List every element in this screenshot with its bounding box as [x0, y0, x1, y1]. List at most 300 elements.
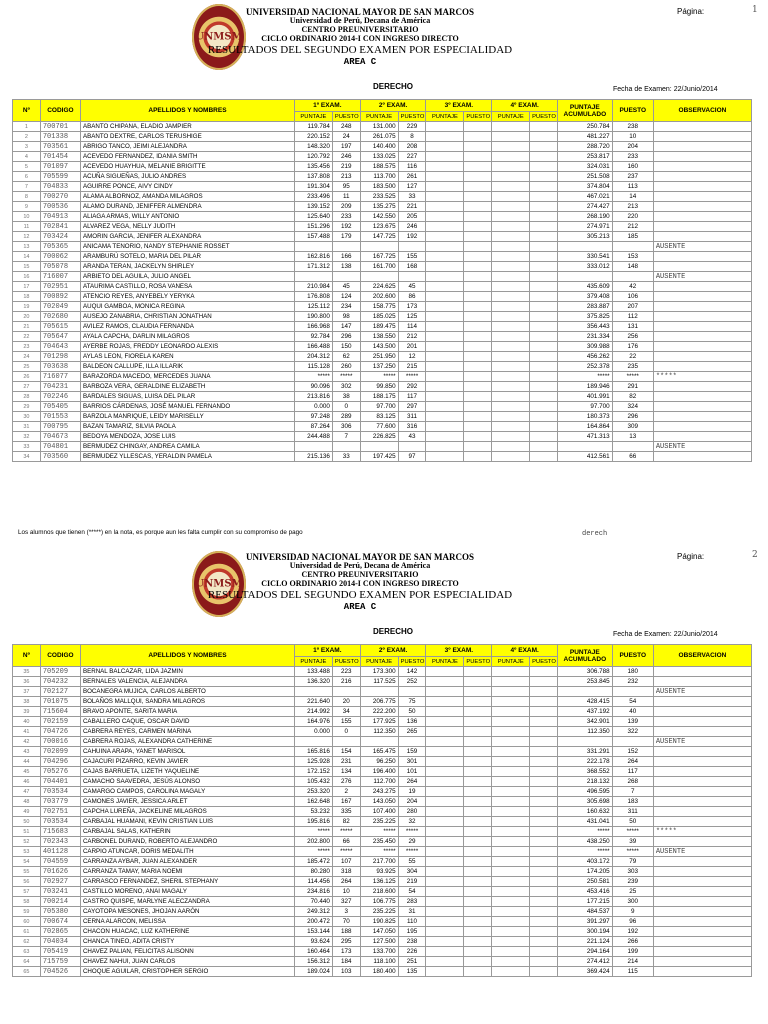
- accumulated-score: 274.412: [558, 957, 613, 967]
- exam4-rank: [530, 352, 558, 362]
- exam4-score: [492, 687, 530, 697]
- exam2-rank: 32: [398, 817, 426, 827]
- exam4-rank: [530, 242, 558, 252]
- exam1-rank: 318: [332, 867, 360, 877]
- university-subtitle: Universidad de Perú, Decana de América: [289, 561, 431, 571]
- observation: [653, 757, 751, 767]
- exam2-score: 251.950: [360, 352, 398, 362]
- exam2-score: 131.000: [360, 122, 398, 132]
- table-row: [13, 817, 752, 827]
- exam2-score: 99.850: [360, 382, 398, 392]
- col-exam3: 3º EXAM.: [426, 645, 492, 657]
- student-name: BEDOYA MENDOZA, JOSE LUIS: [80, 432, 294, 442]
- results-body: [13, 122, 752, 462]
- table-row: [13, 162, 752, 172]
- exam2-rank: 301: [398, 757, 426, 767]
- exam1-score: 87.264: [294, 422, 332, 432]
- student-name: BARZOLA MANRIQUE, LEIDY MARISELLY: [80, 412, 294, 422]
- accumulated-score: 294.164: [558, 947, 613, 957]
- exam3-rank: [464, 937, 492, 947]
- observation: [653, 927, 751, 937]
- exam2-rank: 155: [398, 252, 426, 262]
- exam4-rank: [530, 867, 558, 877]
- exam3-rank: [464, 242, 492, 252]
- exam1-rank: 66: [332, 837, 360, 847]
- exam1-rank: 335: [332, 807, 360, 817]
- student-name: CAMARGO CAMPOS, CAROLINA MAGALY: [80, 787, 294, 797]
- row-number: 19: [13, 302, 41, 312]
- exam1-rank: 124: [332, 292, 360, 302]
- exam3-rank: [464, 957, 492, 967]
- exam1-rank: 70: [332, 917, 360, 927]
- exam3-rank: [464, 262, 492, 272]
- student-code: 715683: [40, 827, 80, 837]
- student-code: 700701: [40, 122, 80, 132]
- exam3-rank: [464, 212, 492, 222]
- exam3-rank: [464, 172, 492, 182]
- exam4-rank: [530, 887, 558, 897]
- exam2-score: 143.500: [360, 342, 398, 352]
- overall-rank: 115: [612, 967, 653, 977]
- exam3-score: [426, 787, 464, 797]
- exam1-rank: 34: [332, 707, 360, 717]
- exam2-score: [360, 687, 398, 697]
- exam2-rank: 33: [398, 192, 426, 202]
- accumulated-score: 435.609: [558, 282, 613, 292]
- row-number: 60: [13, 917, 41, 927]
- accumulated-score: 174.205: [558, 867, 613, 877]
- accumulated-score: 484.537: [558, 907, 613, 917]
- col-observation: OBSERVACION: [653, 645, 751, 667]
- exam1-rank: 154: [332, 747, 360, 757]
- overall-rank: 176: [612, 342, 653, 352]
- exam4-score: [492, 747, 530, 757]
- exam3-score: [426, 817, 464, 827]
- area-label: AREA C: [343, 602, 377, 613]
- accumulated-score: [558, 272, 613, 282]
- exam4-rank: [530, 937, 558, 947]
- exam2-rank: 116: [398, 162, 426, 172]
- overall-rank: [612, 242, 653, 252]
- table-row: [13, 132, 752, 142]
- row-number: 20: [13, 312, 41, 322]
- exam1-score: 137.808: [294, 172, 332, 182]
- sub-rank: PUESTO: [398, 657, 426, 667]
- row-number: 30: [13, 412, 41, 422]
- exam4-rank: [530, 252, 558, 262]
- accumulated-score: 253.845: [558, 677, 613, 687]
- exam1-rank: 209: [332, 202, 360, 212]
- table-row: [13, 172, 752, 182]
- exam4-rank: [530, 687, 558, 697]
- row-number: 8: [13, 192, 41, 202]
- exam4-rank: [530, 182, 558, 192]
- accumulated-score: 180.373: [558, 412, 613, 422]
- row-number: 27: [13, 382, 41, 392]
- exam3-rank: [464, 352, 492, 362]
- exam2-score: 180.400: [360, 967, 398, 977]
- exam2-score: 117.525: [360, 677, 398, 687]
- exam4-score: [492, 132, 530, 142]
- exam1-score: 120.792: [294, 152, 332, 162]
- overall-rank: 199: [612, 947, 653, 957]
- row-number: 43: [13, 747, 41, 757]
- accumulated-score: 471.313: [558, 432, 613, 442]
- overall-rank: 192: [612, 927, 653, 937]
- student-name: CARBAJAL HUAMANI, KEVIN CRISTIAN LUIS: [80, 817, 294, 827]
- exam1-rank: 24: [332, 132, 360, 142]
- overall-rank: 256: [612, 332, 653, 342]
- exam2-score: 196.400: [360, 767, 398, 777]
- exam1-score: 166.968: [294, 322, 332, 332]
- exam4-score: [492, 727, 530, 737]
- student-name: CHOQUE AGUILAR, CRISTOPHER SERGIO: [80, 967, 294, 977]
- row-number: 49: [13, 807, 41, 817]
- student-code: 700795: [40, 422, 80, 432]
- table-row: [13, 717, 752, 727]
- row-number: 65: [13, 967, 41, 977]
- exam2-rank: 280: [398, 807, 426, 817]
- exam4-score: [492, 837, 530, 847]
- overall-rank: 214: [612, 957, 653, 967]
- exam3-rank: [464, 737, 492, 747]
- col-exam1: 1º EXAM.: [294, 645, 360, 657]
- student-code: 704801: [40, 442, 80, 452]
- student-name: BARAZORDA MACEDO, MERCEDES JUANA: [80, 372, 294, 382]
- exam3-rank: [464, 667, 492, 677]
- exam3-rank: [464, 717, 492, 727]
- exam4-score: [492, 282, 530, 292]
- student-code: 703779: [40, 797, 80, 807]
- table-row: [13, 202, 752, 212]
- exam1-rank: 38: [332, 392, 360, 402]
- table-row: [13, 707, 752, 717]
- row-number: 45: [13, 767, 41, 777]
- exam2-score: 140.400: [360, 142, 398, 152]
- exam3-rank: [464, 767, 492, 777]
- row-number: 16: [13, 272, 41, 282]
- student-name: ABANTO DEXTRE, CARLOS TERUSHIGE: [80, 132, 294, 142]
- exam1-score: 176.808: [294, 292, 332, 302]
- exam1-score: 195.816: [294, 817, 332, 827]
- exam4-rank: [530, 302, 558, 312]
- exam4-rank: [530, 837, 558, 847]
- exam1-rank: 306: [332, 422, 360, 432]
- row-number: 31: [13, 422, 41, 432]
- exam1-score: 189.024: [294, 967, 332, 977]
- student-code: 702751: [40, 807, 80, 817]
- exam3-score: [426, 322, 464, 332]
- observation: [653, 717, 751, 727]
- accumulated-score: [558, 242, 613, 252]
- accumulated-score: 305.698: [558, 797, 613, 807]
- exam3-score: [426, 837, 464, 847]
- table-row: [13, 937, 752, 947]
- exam3-rank: [464, 907, 492, 917]
- col-accumulated: PUNTAJE ACUMULADO: [558, 645, 613, 667]
- exam2-rank: 208: [398, 142, 426, 152]
- exam1-rank: 166: [332, 252, 360, 262]
- exam4-rank: [530, 827, 558, 837]
- exam1-rank: 192: [332, 222, 360, 232]
- student-code: 705209: [40, 667, 80, 677]
- exam4-rank: [530, 292, 558, 302]
- student-name: CARRANZA AYBAR, JUAN ALEXANDER: [80, 857, 294, 867]
- overall-rank: 212: [612, 222, 653, 232]
- student-name: CARRANZA TAMAY, MARIA NOEMI: [80, 867, 294, 877]
- table-row: [13, 897, 752, 907]
- exam1-score: 151.296: [294, 222, 332, 232]
- exam-date: Fecha de Examen: 22/Junio/2014: [613, 86, 718, 93]
- overall-rank: 112: [612, 312, 653, 322]
- exam1-rank: 0: [332, 402, 360, 412]
- table-row: [13, 122, 752, 132]
- table-row: [13, 182, 752, 192]
- observation: [653, 787, 751, 797]
- exam1-rank: [332, 737, 360, 747]
- exam3-rank: [464, 947, 492, 957]
- exam1-score: 156.312: [294, 957, 332, 967]
- exam1-score: [294, 272, 332, 282]
- student-code: 704526: [40, 967, 80, 977]
- exam4-rank: [530, 232, 558, 242]
- exam2-score: [360, 272, 398, 282]
- student-name: AYLAS LEON, FIORELA KAREN: [80, 352, 294, 362]
- exam2-score: 133.700: [360, 947, 398, 957]
- exam3-score: [426, 192, 464, 202]
- exam1-score: 185.472: [294, 857, 332, 867]
- table-row: [13, 192, 752, 202]
- exam2-score: 96.250: [360, 757, 398, 767]
- observation: [653, 707, 751, 717]
- accumulated-score: 252.378: [558, 362, 613, 372]
- exam1-rank: 213: [332, 172, 360, 182]
- exam3-score: [426, 352, 464, 362]
- exam4-score: [492, 302, 530, 312]
- table-row: [13, 402, 752, 412]
- student-name: AGUIRRE PONCE, AIVY CINDY: [80, 182, 294, 192]
- col-exam2: 2º EXAM.: [360, 645, 426, 657]
- student-code: 701298: [40, 352, 80, 362]
- student-name: ACEVEDO HUAYHUA, MELANIE BRIGITTE: [80, 162, 294, 172]
- table-row: [13, 342, 752, 352]
- overall-rank: 153: [612, 252, 653, 262]
- overall-rank: 117: [612, 767, 653, 777]
- exam4-score: [492, 402, 530, 412]
- exam2-score: 217.700: [360, 857, 398, 867]
- student-name: CABRERA REYES, CARMEN MARINA: [80, 727, 294, 737]
- exam1-rank: 147: [332, 322, 360, 332]
- exam3-score: [426, 432, 464, 442]
- university-name: UNIVERSIDAD NACIONAL MAYOR DE SAN MARCOS: [246, 7, 474, 17]
- exam1-score: 244.488: [294, 432, 332, 442]
- exam4-rank: [530, 727, 558, 737]
- exam1-score: 213.816: [294, 392, 332, 402]
- exam3-rank: [464, 382, 492, 392]
- exam1-score: 135.456: [294, 162, 332, 172]
- col-exam4: 4º EXAM.: [492, 645, 558, 657]
- observation: [653, 402, 751, 412]
- overall-rank: 220: [612, 212, 653, 222]
- student-code: 705365: [40, 242, 80, 252]
- exam4-score: [492, 422, 530, 432]
- exam3-score: [426, 362, 464, 372]
- exam3-score: [426, 172, 464, 182]
- exam2-score: 137.250: [360, 362, 398, 372]
- exam1-score: *****: [294, 827, 332, 837]
- overall-rank: 39: [612, 837, 653, 847]
- exam1-rank: 219: [332, 162, 360, 172]
- table-row: [13, 322, 752, 332]
- exam4-rank: [530, 172, 558, 182]
- exam2-score: 235.225: [360, 817, 398, 827]
- exam2-rank: 31: [398, 907, 426, 917]
- exam2-rank: 192: [398, 232, 426, 242]
- observation: [653, 202, 751, 212]
- exam2-score: 218.600: [360, 887, 398, 897]
- row-number: 4: [13, 152, 41, 162]
- student-code: 700214: [40, 897, 80, 907]
- sub-score: PUNTAJE: [294, 657, 332, 667]
- exam4-rank: [530, 947, 558, 957]
- exam3-score: [426, 272, 464, 282]
- exam3-score: [426, 757, 464, 767]
- col-observation: OBSERVACION: [653, 100, 751, 122]
- exam4-rank: [530, 967, 558, 977]
- exam2-rank: 292: [398, 382, 426, 392]
- exam4-rank: [530, 907, 558, 917]
- student-code: 701626: [40, 867, 80, 877]
- exam2-rank: 226: [398, 947, 426, 957]
- exam2-rank: 135: [398, 967, 426, 977]
- observation: *****: [653, 827, 751, 837]
- overall-rank: [612, 687, 653, 697]
- exam3-score: [426, 392, 464, 402]
- table-row: [13, 917, 752, 927]
- exam2-score: 123.675: [360, 222, 398, 232]
- exam2-rank: 283: [398, 897, 426, 907]
- exam2-rank: 201: [398, 342, 426, 352]
- student-name: CAMACHO SAAVEDRA, JESÚS ALONSO: [80, 777, 294, 787]
- accumulated-score: 481.227: [558, 132, 613, 142]
- overall-rank: 311: [612, 807, 653, 817]
- accumulated-score: 274.971: [558, 222, 613, 232]
- row-number: 64: [13, 957, 41, 967]
- table-row: [13, 687, 752, 697]
- exam2-score: *****: [360, 372, 398, 382]
- exam4-score: [492, 122, 530, 132]
- exam4-rank: [530, 757, 558, 767]
- exam4-rank: [530, 877, 558, 887]
- exam3-score: [426, 122, 464, 132]
- exam2-score: 167.725: [360, 252, 398, 262]
- exam3-rank: [464, 372, 492, 382]
- exam2-score: 112.350: [360, 727, 398, 737]
- exam4-rank: [530, 777, 558, 787]
- page-number: 1: [752, 5, 758, 15]
- exam4-rank: [530, 322, 558, 332]
- exam4-rank: [530, 142, 558, 152]
- exam3-rank: [464, 292, 492, 302]
- exam3-rank: [464, 867, 492, 877]
- exam1-score: 125.112: [294, 302, 332, 312]
- exam3-score: [426, 707, 464, 717]
- exam1-rank: 248: [332, 122, 360, 132]
- exam1-rank: 234: [332, 302, 360, 312]
- exam4-score: [492, 262, 530, 272]
- row-number: 62: [13, 937, 41, 947]
- overall-rank: 139: [612, 717, 653, 727]
- student-name: CABALLERO CAQUE, OSCAR DAVID: [80, 717, 294, 727]
- exam1-score: 162.648: [294, 797, 332, 807]
- exam3-rank: [464, 192, 492, 202]
- exam4-rank: [530, 667, 558, 677]
- observation: [653, 152, 751, 162]
- row-number: 48: [13, 797, 41, 807]
- exam3-score: [426, 907, 464, 917]
- exam1-rank: *****: [332, 372, 360, 382]
- exam2-rank: [398, 442, 426, 452]
- overall-rank: [612, 737, 653, 747]
- table-row: [13, 877, 752, 887]
- row-number: 28: [13, 392, 41, 402]
- table-row: [13, 382, 752, 392]
- exam2-score: 161.700: [360, 262, 398, 272]
- row-number: 3: [13, 142, 41, 152]
- observation: [653, 947, 751, 957]
- exam3-rank: [464, 142, 492, 152]
- accumulated-score: 401.991: [558, 392, 613, 402]
- exam3-score: [426, 152, 464, 162]
- exam3-score: [426, 677, 464, 687]
- exam1-rank: 216: [332, 677, 360, 687]
- exam2-score: 113.700: [360, 172, 398, 182]
- student-code: 705419: [40, 947, 80, 957]
- exam1-score: 162.816: [294, 252, 332, 262]
- exam3-score: [426, 667, 464, 677]
- exam3-score: [426, 737, 464, 747]
- student-name: ALAMO DURAND, JENIFFER ALMENDRA: [80, 202, 294, 212]
- exam2-rank: 251: [398, 957, 426, 967]
- exam3-score: [426, 947, 464, 957]
- exam2-rank: 114: [398, 322, 426, 332]
- exam4-score: [492, 312, 530, 322]
- exam4-rank: [530, 272, 558, 282]
- exam2-rank: 8: [398, 132, 426, 142]
- overall-rank: 296: [612, 412, 653, 422]
- table-row: [13, 242, 752, 252]
- exam3-score: [426, 252, 464, 262]
- col-exam2: 2º EXAM.: [360, 100, 426, 112]
- exam2-rank: [398, 687, 426, 697]
- exam1-score: 220.152: [294, 132, 332, 142]
- exam4-rank: [530, 362, 558, 372]
- exam2-score: 188.175: [360, 392, 398, 402]
- row-number: 24: [13, 352, 41, 362]
- student-name: BERNALES VALENCIA, ALEJANDRA: [80, 677, 294, 687]
- exam3-rank: [464, 442, 492, 452]
- payment-footnote: Los alumnos que tienen (*****) en la nota, es porque aun les falta cumplir con su compromiso de pago: [18, 529, 303, 536]
- exam4-score: [492, 242, 530, 252]
- row-number: 35: [13, 667, 41, 677]
- observation: [653, 432, 751, 442]
- student-code: 702343: [40, 837, 80, 847]
- table-row: [13, 757, 752, 767]
- accumulated-score: 164.864: [558, 422, 613, 432]
- exam4-score: [492, 967, 530, 977]
- exam3-rank: [464, 252, 492, 262]
- exam2-rank: 127: [398, 182, 426, 192]
